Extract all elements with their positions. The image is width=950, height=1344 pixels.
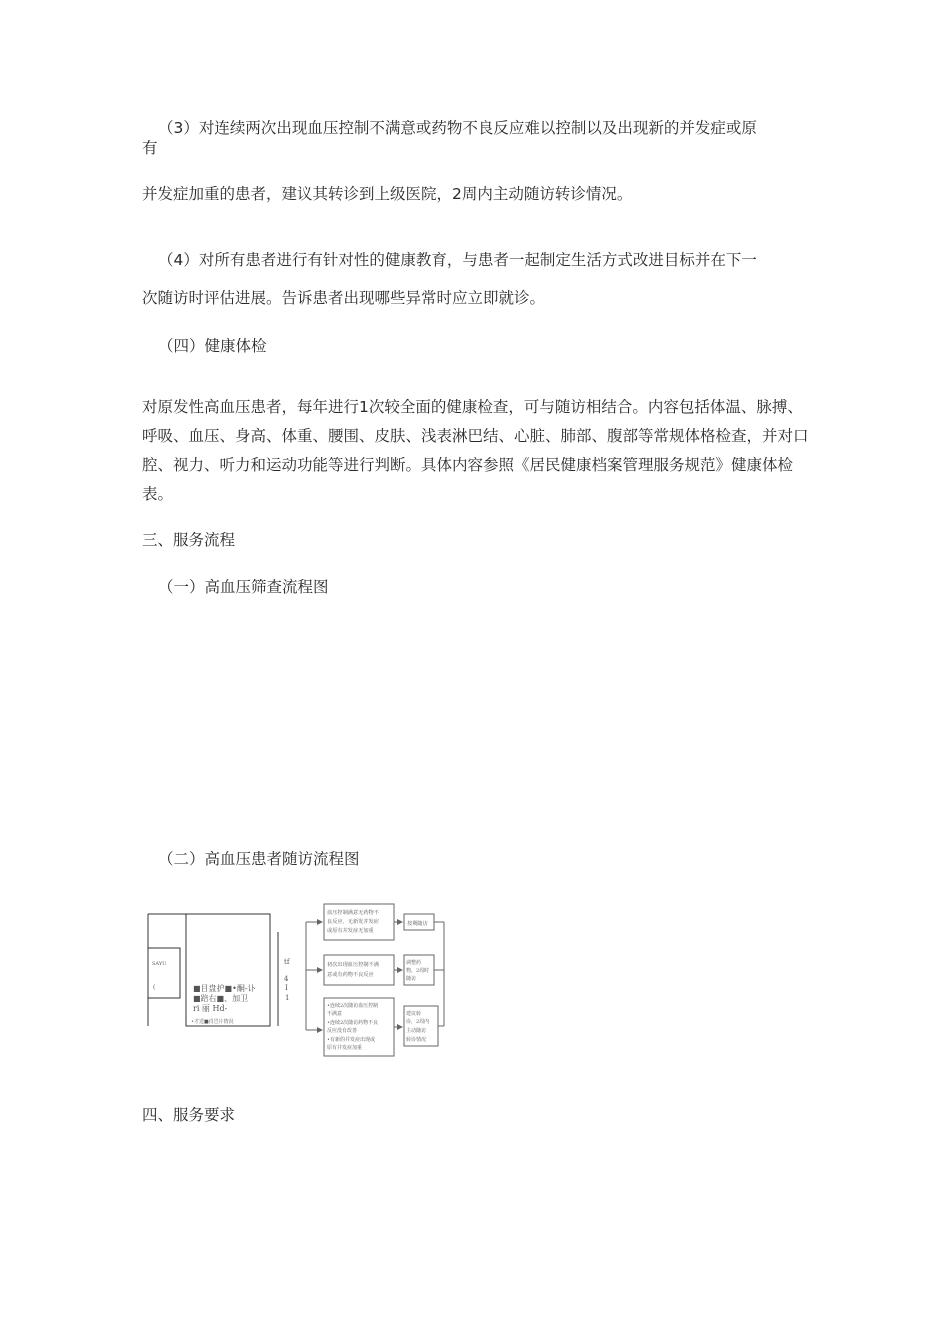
action2-line3: 随访 (406, 976, 417, 982)
cond3-line5: •有新的并发症出现或 (327, 1037, 375, 1043)
condition-box-first-uncontrolled (324, 955, 394, 985)
main-box-footer: •才送■肖岂片情況 (191, 1019, 234, 1025)
cond3-line6: 原有并发症加重 (327, 1045, 363, 1051)
action3-line4: 转诊情况 (406, 1037, 427, 1043)
connector-text-4: 1 (285, 994, 290, 1002)
cond2-line1: 初次出现血压控制不满 (327, 962, 379, 968)
cond1-line3: 或原有并发症无加重 (327, 928, 374, 934)
main-box-line2: ■踣右■、加卫 (193, 994, 249, 1003)
action3-line3: 主动随访 (406, 1028, 427, 1034)
cond1-line1: 血压控制满意无药物不 (327, 910, 379, 916)
connector-text-2: 4 (284, 975, 289, 983)
paragraph-education-line2: 次随访时评估进展。告诉患者出现哪些异常时应立即就诊。 (142, 289, 546, 307)
connector-text-1: tf (284, 958, 290, 966)
cond1-line2: 良反应、无新发并发症 (327, 919, 379, 925)
action2-line2: 物，2周时 (406, 968, 430, 974)
cond3-line1: •连续2次随访血压控制 (327, 1003, 379, 1009)
cond3-line4: 反应没有改善 (327, 1028, 358, 1034)
cond3-line3: •连续2次随访药物不良 (327, 1020, 379, 1026)
heading-screening-flowchart: （一）高血压筛查流程图 (158, 578, 329, 596)
action2-line1: 调整药 (406, 960, 422, 966)
connector-text-3: I (285, 984, 288, 992)
paragraph-referral-line2: 有 (142, 139, 158, 157)
heading-service-flow: 三、服务流程 (142, 531, 236, 549)
heading-service-requirements: 四、服务要求 (142, 1106, 236, 1124)
action3-line2: 诊，2周内 (406, 1019, 430, 1025)
action3-line1: 建议转 (406, 1011, 422, 1017)
followup-flowchart (146, 902, 446, 1060)
paragraph-referral-line3: 并发症加重的患者，建议其转诊到上级医院，2周内主动随访转诊情况。 (142, 185, 633, 203)
main-box-line1: ■目盘护■•酮-讣 (193, 984, 256, 993)
heading-health-check: （四）健康体检 (158, 337, 267, 355)
main-box-line3: ri 丽 Hd- (193, 1004, 228, 1013)
heading-followup-flowchart: （二）高血压患者随访流程图 (158, 850, 360, 868)
cond2-line2: 意或有药物不良反应 (327, 972, 374, 978)
left-small-box-label: SAYU (152, 961, 167, 967)
paragraph-health-check: 对原发性高血压患者，每年进行1次较全面的健康检查，可与随访相结合。内容包括体温、脉搏、呼吸、血压、身高、体重、腰围、皮肤、浅表淋巴结、心脏、肺部、腹部等常规体格检查，并对口腔、视力、听力和运动功能等进行判断。具体内容参照《居民健康档案管理服务规范》健康体检表。 (142, 398, 809, 503)
action1-label: 按期随访 (407, 921, 428, 927)
cond3-line2: 不满意 (327, 1011, 343, 1017)
paragraph-referral-line1: （3）对连续两次出现血压控制不满意或药物不良反应难以控制以及出现新的并发症或原 (158, 119, 757, 137)
left-small-box-mark: ( (153, 984, 156, 991)
paragraph-education-line1: （4）对所有患者进行有针对性的健康教育，与患者一起制定生活方式改进目标并在下一 (158, 251, 757, 269)
